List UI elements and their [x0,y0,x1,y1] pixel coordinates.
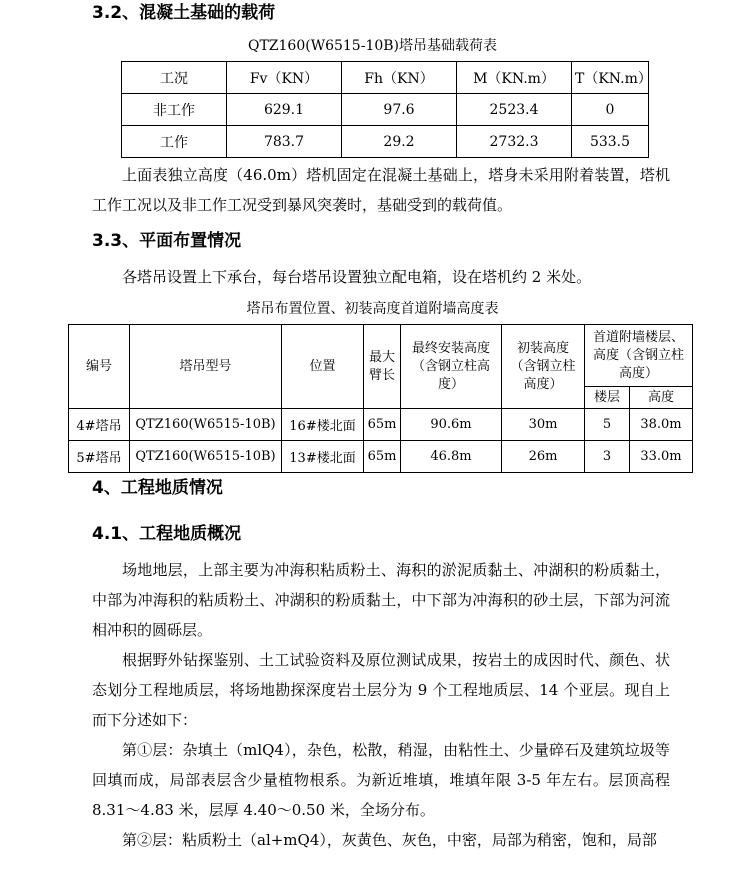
paragraph: 根据野外钻探鉴别、土工试验资料及原位测试成果，按岩土的成因时代、颜色、状态划分工程地质层，将场地勘探深度岩土层分为 9 个工程地质层、14 个亚层。现自上而下分述如下： [92,651,670,729]
table-cell: 533.5 [572,126,649,158]
crane-table [68,324,693,473]
table-cell: 38.0m [630,409,693,441]
header-first-wall: 首道附墙楼层、高度（含钢立柱高度） [585,325,693,387]
header-model: 塔吊型号 [130,325,282,409]
table-row [69,409,693,441]
geology-text [92,555,670,855]
crane-table-title: 塔吊布置位置、初装高度首道附墙高度表 [246,301,499,317]
table-cell: 65m [364,441,401,473]
header-no: 编号 [69,325,130,409]
load-table-header: Fv（KN） [227,62,342,94]
paragraph: 第②层：粘质粉土（al+mQ4），灰黄色、灰色，中密，局部为稍密，饱和，局部 [122,831,657,849]
header-floor: 楼层 [585,387,630,409]
section-4-heading: 4、工程地质情况 [92,478,223,498]
load-table-title: QTZ160(W6515-10B)塔吊基础载荷表 [247,38,498,54]
table-cell: 5 [585,409,630,441]
load-table-note [92,160,670,220]
load-table-header-row [122,62,649,94]
table-cell: 65m [364,409,401,441]
table-cell: 90.6m [401,409,502,441]
load-table-header: Fh（KN） [342,62,457,94]
table-cell: 46.8m [401,441,502,473]
table-cell: 工作 [122,126,227,158]
table-cell: 2732.3 [457,126,572,158]
load-table-header: M（KN.m） [457,62,572,94]
load-table [121,61,652,158]
table-row [122,126,649,158]
table-cell: 3 [585,441,630,473]
paragraph: 各塔吊设置上下承台，每台塔吊设置独立配电箱，设在塔机约 2 米处。 [122,268,592,286]
table-cell: 29.2 [342,126,457,158]
table-cell: 4#塔吊 [69,409,130,441]
table-cell: QTZ160(W6515-10B) [130,441,282,473]
table-cell: 26m [502,441,585,473]
header-max-arm: 最大臂长 [364,325,401,409]
section-3-3-heading: 3.3、平面布置情况 [92,231,242,251]
header-initial-height: 初装高度（含钢立柱高度） [502,325,585,409]
table-cell: 629.1 [227,94,342,126]
crane-table-header-row [69,325,693,387]
table-cell: 783.7 [227,126,342,158]
table-cell: 33.0m [630,441,693,473]
load-table-header: 工况 [122,62,227,94]
paragraph: 场地地层，上部主要为冲海积粘质粉土、海积的淤泥质黏土、冲湖积的粉质黏土，中部为冲海积的粘质粉土、冲湖积的粉质黏土，中下部为冲海积的砂土层，下部为河流相冲积的圆砾层。 [92,561,670,639]
section-4-1-heading: 4.1、工程地质概况 [92,524,242,544]
header-position: 位置 [282,325,364,409]
header-height: 高度 [630,387,693,409]
table-cell: 0 [572,94,649,126]
table-cell: QTZ160(W6515-10B) [130,409,282,441]
table-cell: 非工作 [122,94,227,126]
table-cell: 16#楼北面 [282,409,364,441]
table-cell: 97.6 [342,94,457,126]
paragraph: 第①层：杂填土（mlQ4），杂色，松散，稍湿，由粘性土、少量碎石及建筑垃圾等回填而成，局部表层含少量植物根系。为新近堆填，堆填年限 3-5 年左右。层顶高程 8.31～4.83 米，层厚 4.40～0.50 米，全场分布。 [92,741,670,819]
table-cell: 2523.4 [457,94,572,126]
layout-text [92,262,670,292]
table-row [122,94,649,126]
table-cell: 30m [502,409,585,441]
table-row [69,441,693,473]
table-cell: 13#楼北面 [282,441,364,473]
table-cell: 5#塔吊 [69,441,130,473]
header-final-height: 最终安装高度（含钢立柱高度） [401,325,502,409]
paragraph: 上面表独立高度（46.0m）塔机固定在混凝土基础上，塔身未采用附着装置，塔机工作工况以及非工作工况受到暴风突袭时，基础受到的载荷值。 [92,166,670,214]
load-table-header: T（KN.m） [572,62,649,94]
section-3-2-heading: 3.2、混凝土基础的载荷 [92,3,276,23]
